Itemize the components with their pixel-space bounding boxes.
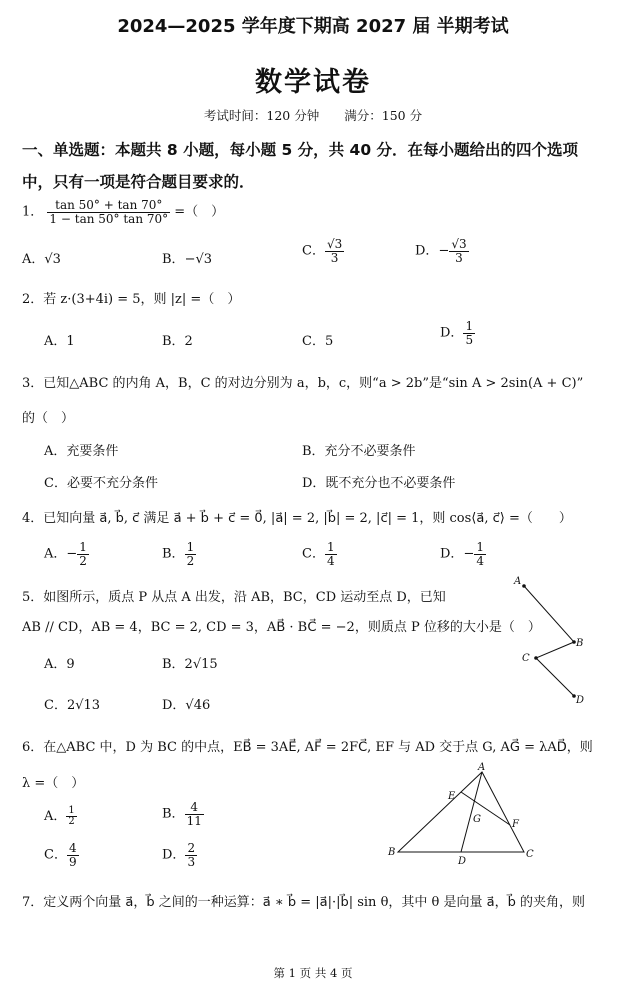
q5-option-d: D．√46	[162, 698, 211, 713]
subject-title: 数学试卷	[255, 67, 371, 98]
q1-option-b: B．−√3	[162, 252, 213, 267]
question-3-line2: 的（ ）	[22, 411, 75, 426]
q5-path-line	[524, 586, 574, 696]
q2-option-d: D． $\frac{1}{5}$	[440, 319, 474, 347]
section-heading-line2: 中，只有一项是符合题目要求的．	[22, 173, 255, 191]
q3-option-a: A．充要条件	[44, 444, 119, 459]
q5-option-b: B．2√15	[162, 657, 218, 672]
q6-label-d: D	[458, 856, 467, 867]
q4-option-d: D．− $\frac{1}{4}$	[440, 540, 484, 568]
q4-option-c: C． $\frac{1}{4}$	[302, 540, 335, 568]
q6-segment-ef	[461, 792, 510, 825]
page-footer: 第 1 页 共 4 页	[273, 966, 353, 980]
q6-triangle-figure	[386, 762, 546, 868]
q5-option-a: A．9	[44, 657, 75, 672]
q6-label-f: F	[512, 819, 519, 830]
q6-label-c: C	[526, 849, 534, 860]
q6-segment-ad	[461, 772, 482, 852]
q2-option-a: A．1	[44, 334, 75, 349]
q2-option-b: B．2	[162, 334, 193, 349]
q4-option-b: B． $\frac{1}{2}$	[162, 540, 195, 568]
q1-tail: =（ ）	[174, 204, 225, 220]
q5-point-c	[534, 656, 538, 660]
q4-option-a: A．− $\frac{1}{2}$	[44, 540, 87, 568]
q6-triangle	[398, 772, 524, 852]
question-5-line2: AB // CD，AB = 4，BC = 2, CD = 3，AB⃗ · BC⃗ = −2，则质点 P 位移的大小是（ ）	[22, 620, 541, 635]
question-number: 1．	[22, 204, 44, 220]
q5-option-c: C．2√13	[44, 698, 101, 713]
section-heading-line1: 一、单选题：本题共 8 小题，每小题 5 分，共 40 分．在每小题给出的四个选项	[22, 141, 579, 159]
q3-option-b: B．充分不必要条件	[302, 444, 416, 459]
q6-label-g: G	[473, 814, 481, 825]
q6-label-e: E	[448, 791, 456, 802]
q6-label-a: A	[478, 762, 486, 773]
q5-label-c: C	[522, 653, 530, 664]
q1-fraction	[47, 199, 170, 225]
q1-option-a: A．√3	[22, 252, 61, 267]
question-1	[22, 199, 224, 225]
q5-point-a	[522, 584, 526, 588]
q6-option-c: C． $\frac{4}{9}$	[44, 841, 77, 869]
question-3-line1: 3．已知△ABC 的内角 A，B，C 的对边分别为 a，b，c，则“a > 2b”是“sin A > 2sin(A + C)”	[22, 376, 584, 391]
q3-option-d: D．既不充分也不必要条件	[302, 476, 456, 491]
question-7: 7．定义两个向量 a⃗，b⃗ 之间的一种运算：a⃗ ∗ b⃗ = |a⃗|·|b⃗| sin θ，其中 θ 是向量 a⃗，b⃗ 的夹角，则	[22, 895, 585, 910]
q6-option-b: B． $\frac{4}{11}$	[162, 800, 202, 828]
q1-option-c: C． $\frac{√3}{3}$	[302, 237, 343, 265]
question-6-line2: λ =（ ）	[22, 776, 85, 791]
q6-label-b: B	[388, 847, 396, 858]
question-6-line1: 6．在△ABC 中，D 为 BC 的中点，EB⃗ = 3AE⃗, AF⃗ = 2FC⃗, EF 与 AD 交于点 G, AG⃗ = λAD⃗，则	[22, 740, 593, 755]
q5-label-b: B	[576, 638, 584, 649]
question-2: 2．若 z·(3+4i) = 5，则 |z| =（ ）	[22, 292, 241, 307]
q5-path-figure	[508, 574, 588, 710]
q5-label-a: A	[514, 576, 522, 587]
q1-numerator: tan 50° + tan 70°	[47, 199, 170, 213]
question-5-line1: 5．如图所示，质点 P 从点 A 出发，沿 AB，BC，CD 运动至点 D，已知	[22, 590, 446, 605]
q6-option-d: D． $\frac{2}{3}$	[162, 841, 196, 869]
exam-header-title: 2024—2025 学年度下期高 2027 届 半期考试	[117, 16, 509, 37]
q1-option-d: D．− $\frac{√3}{3}$	[415, 237, 467, 265]
question-4: 4．已知向量 a⃗, b⃗, c⃗ 满足 a⃗ + b⃗ + c⃗ = 0⃗, |a⃗| = 2, |b⃗| = 2, |c⃗| = 1，则 cos⟨a⃗, c⃗⟩ =（ ）	[22, 511, 572, 526]
q2-option-c: C．5	[302, 334, 334, 349]
q3-option-c: C．必要不充分条件	[44, 476, 158, 491]
q6-option-a: A． $\frac{1}{2}$	[44, 804, 75, 827]
q1-denominator: 1 − tan 50° tan 70°	[49, 211, 169, 226]
exam-meta: 考试时间：120 分钟 满分：150 分	[203, 108, 423, 123]
q5-label-d: D	[576, 695, 585, 706]
